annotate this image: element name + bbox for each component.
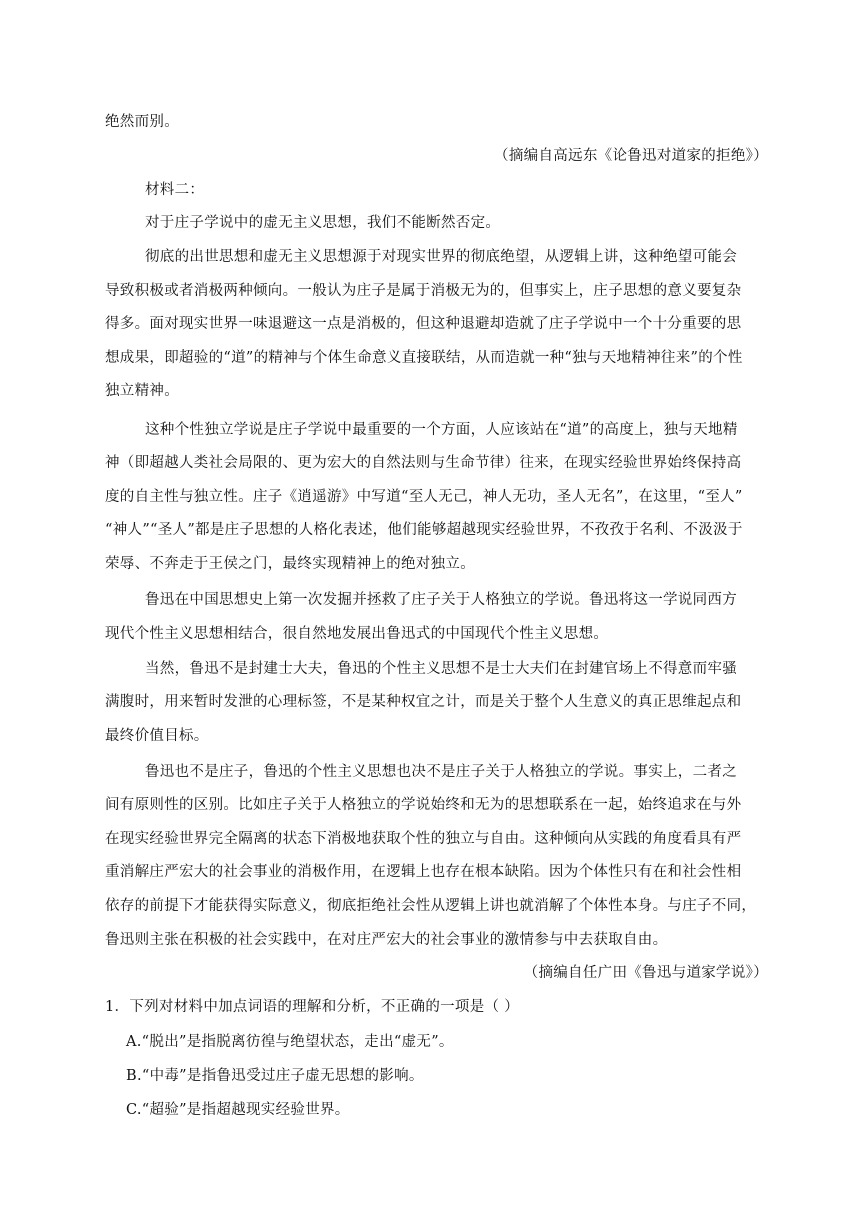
paragraph-line: 度的自主性与独立性。庄子《逍遥游》中写道“至人无己，神人无功，圣人无名”，在这里，“至人”: [105, 489, 743, 505]
paragraph-line: 鲁迅也不是庄子，鲁迅的个性主义思想也决不是庄子关于人格独立的学说。事实上，二者之: [145, 764, 737, 780]
paragraph-line: 想成果，即超验的“道”的精神与个体生命意义直接联结，从而造就一种“独与天地精神往来”的个性: [105, 350, 743, 366]
paragraph-line: 满腹时，用来暂时发泄的心理标签，不是某种权宜之计，而是关于整个人生意义的真正思维起点和: [105, 694, 742, 710]
paragraph-line: 这种个性独立学说是庄子学说中最重要的一个方面，人应该站在“道”的高度上，独与天地精: [145, 422, 738, 438]
paragraph-line: 得多。面对现实世界一味退避这一点是消极的，但这种退避却造就了庄子学说中一个十分重要的思: [105, 316, 742, 332]
question-stem: 1．下列对材料中加点词语的理解和分析，不正确的一项是（ ）: [105, 999, 520, 1015]
paragraph-line: 鲁迅则主张在积极的社会实践中，在对庄严宏大的社会事业的激情参与中去获取自由。: [105, 932, 668, 948]
paragraph-line: 间有原则性的区别。比如庄子关于人格独立的学说始终和无为的思想联系在一起，始终追求在与外: [105, 797, 742, 813]
question-option-b: B.“中毒”是指鲁迅受过庄子虚无思想的影响。: [126, 1068, 424, 1084]
question-option-a: A.“脱出”是指脱离彷徨与绝望状态，走出“虚无”。: [126, 1034, 454, 1050]
paragraph-line: 绝然而别。: [105, 114, 179, 130]
paragraph-line: 彻底的出世思想和虚无主义思想源于对现实世界的彻底绝望，从逻辑上讲，这种绝望可能会: [145, 249, 737, 265]
paragraph-line: 对于庄子学说中的虚无主义思想，我们不能断然否定。: [145, 215, 501, 231]
paragraph-line: 依存的前提下才能获得实际意义，彻底拒绝社会性从逻辑上讲也就消解了个体性本身。与庄子不同，: [105, 898, 757, 914]
source-citation: （摘编自任广田《鲁迅与道家学说》）: [523, 965, 768, 981]
paragraph-line: 在现实经验世界完全隔离的状态下消极地获取个性的独立与自由。这种倾向从实践的角度看具有严: [105, 831, 742, 847]
section-heading: 材料二：: [145, 182, 205, 198]
paragraph-line: 当然，鲁迅不是封建士大夫，鲁迅的个性主义思想不是士大夫们在封建官场上不得意而牢骚: [145, 661, 737, 677]
paragraph-line: 荣辱、不奔走于王侯之门，最终实现精神上的绝对独立。: [105, 556, 475, 572]
paragraph-line: 独立精神。: [105, 383, 179, 399]
paragraph-line: 导致积极或者消极两种倾向。一般认为庄子是属于消极无为的，但事实上，庄子思想的意义要复杂: [105, 283, 742, 299]
paragraph-line: “神人”“圣人”都是庄子思想的人格化表述，他们能够超越现实经验世界，不孜孜于名利、不汲汲于: [105, 522, 743, 538]
source-citation: （摘编自高远东《论鲁迅对道家的拒绝》）: [494, 148, 768, 164]
paragraph-line: 现代个性主义思想相结合，很自然地发展出鲁迅式的中国现代个性主义思想。: [105, 626, 609, 642]
paragraph-line: 重消解庄严宏大的社会事业的消极作用，在逻辑上也存在根本缺陷。因为个体性只有在和社会性相: [105, 864, 742, 880]
paragraph-line: 最终价值目标。: [105, 728, 209, 744]
question-option-c: C.“超验”是指超越现实经验世界。: [126, 1102, 350, 1118]
paragraph-line: 神（即超越人类社会局限的、更为宏大的自然法则与生命节律）往来，在现实经验世界始终保持高: [105, 455, 742, 471]
paragraph-line: 鲁迅在中国思想史上第一次发掘并拯救了庄子关于人格独立的学说。鲁迅将这一学说同西方: [145, 592, 737, 608]
